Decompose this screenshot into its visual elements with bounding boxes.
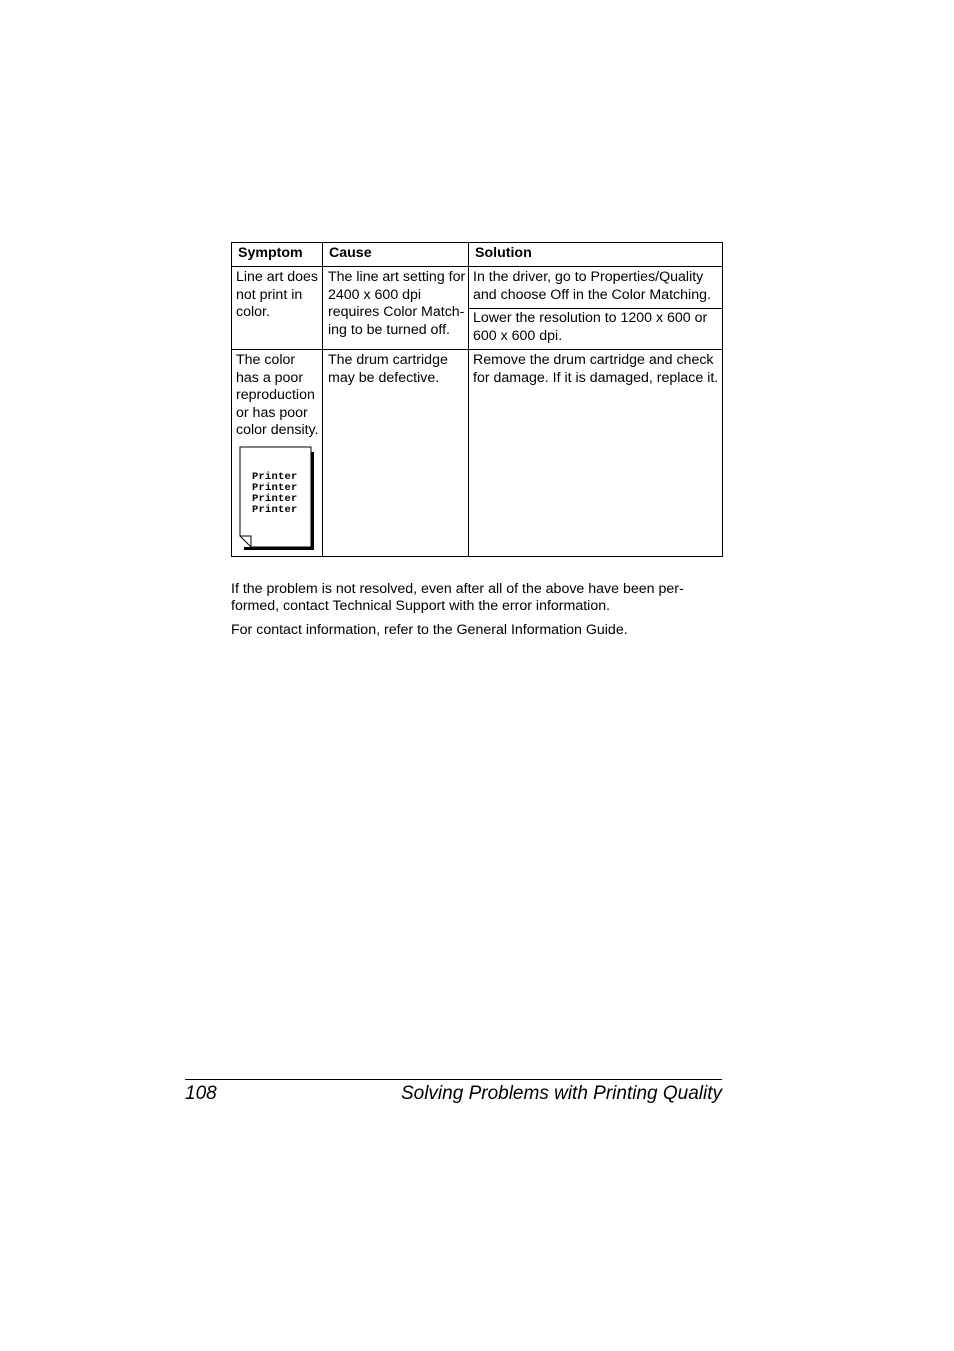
page-number: 108 bbox=[185, 1083, 217, 1104]
header-solution: Solution bbox=[475, 245, 532, 261]
row1-solution1-line2: and choose Off in the Color Matching. bbox=[473, 286, 711, 303]
table-header-divider bbox=[231, 266, 723, 267]
row1-symptom-line2: not print in bbox=[236, 286, 303, 303]
row1-cause-line2: 2400 x 600 dpi bbox=[328, 286, 422, 303]
row1-solution2-line1: Lower the resolution to 1200 x 600 or bbox=[473, 310, 708, 326]
illustration-line2: Printer bbox=[252, 482, 298, 494]
row2-symptom-line1: The color bbox=[236, 352, 296, 368]
row1-symptom-line1: Line art does bbox=[236, 269, 319, 285]
table-border-bottom bbox=[231, 556, 723, 557]
header-cause: Cause bbox=[329, 245, 372, 261]
row2-cause-line1: The drum cartridge bbox=[328, 352, 448, 368]
illustration-line4: Printer bbox=[252, 504, 298, 516]
illustration-line1: Printer bbox=[252, 471, 298, 483]
row1-symptom-line3: color. bbox=[236, 304, 270, 321]
row1-cause-line1: The line art setting for bbox=[328, 269, 466, 285]
row1-solution1-line1: In the driver, go to Properties/Quality bbox=[473, 269, 704, 285]
row2-symptom-line4: or has poor bbox=[236, 404, 308, 421]
paragraph2-line1: For contact information, refer to the General Information Guide. bbox=[231, 622, 628, 638]
row1-cause-line3: requires Color Match- bbox=[328, 304, 465, 321]
header-symptom: Symptom bbox=[238, 245, 303, 261]
table-border-left bbox=[231, 242, 232, 557]
row2-symptom-line2: has a poor bbox=[236, 369, 304, 386]
row1-solution2-line2: 600 x 600 dpi. bbox=[473, 327, 563, 344]
row2-solution-line1: Remove the drum cartridge and check bbox=[473, 352, 714, 368]
solution-divider bbox=[468, 308, 723, 309]
table-border-top bbox=[231, 242, 723, 243]
paragraph1-line1: If the problem is not resolved, even after all of the above have been per- bbox=[231, 581, 684, 597]
printed-page-illustration bbox=[239, 446, 317, 550]
table-border-right bbox=[722, 242, 723, 557]
row1-cause-line4: ing to be turned off. bbox=[328, 321, 450, 338]
column-divider-1 bbox=[322, 242, 323, 557]
column-divider-2 bbox=[468, 242, 469, 557]
row-divider bbox=[231, 349, 723, 350]
footer-rule bbox=[185, 1079, 722, 1080]
row2-cause-line2: may be defective. bbox=[328, 369, 440, 386]
row2-symptom-line5: color density. bbox=[236, 422, 319, 439]
paragraph1-line2: formed, contact Technical Support with the error information. bbox=[231, 598, 611, 615]
row2-symptom-line3: reproduction bbox=[236, 387, 315, 404]
illustration-line3: Printer bbox=[252, 493, 298, 505]
footer-title: Solving Problems with Printing Quality bbox=[400, 1083, 722, 1104]
row2-solution-line2: for damage. If it is damaged, replace it. bbox=[473, 369, 719, 386]
